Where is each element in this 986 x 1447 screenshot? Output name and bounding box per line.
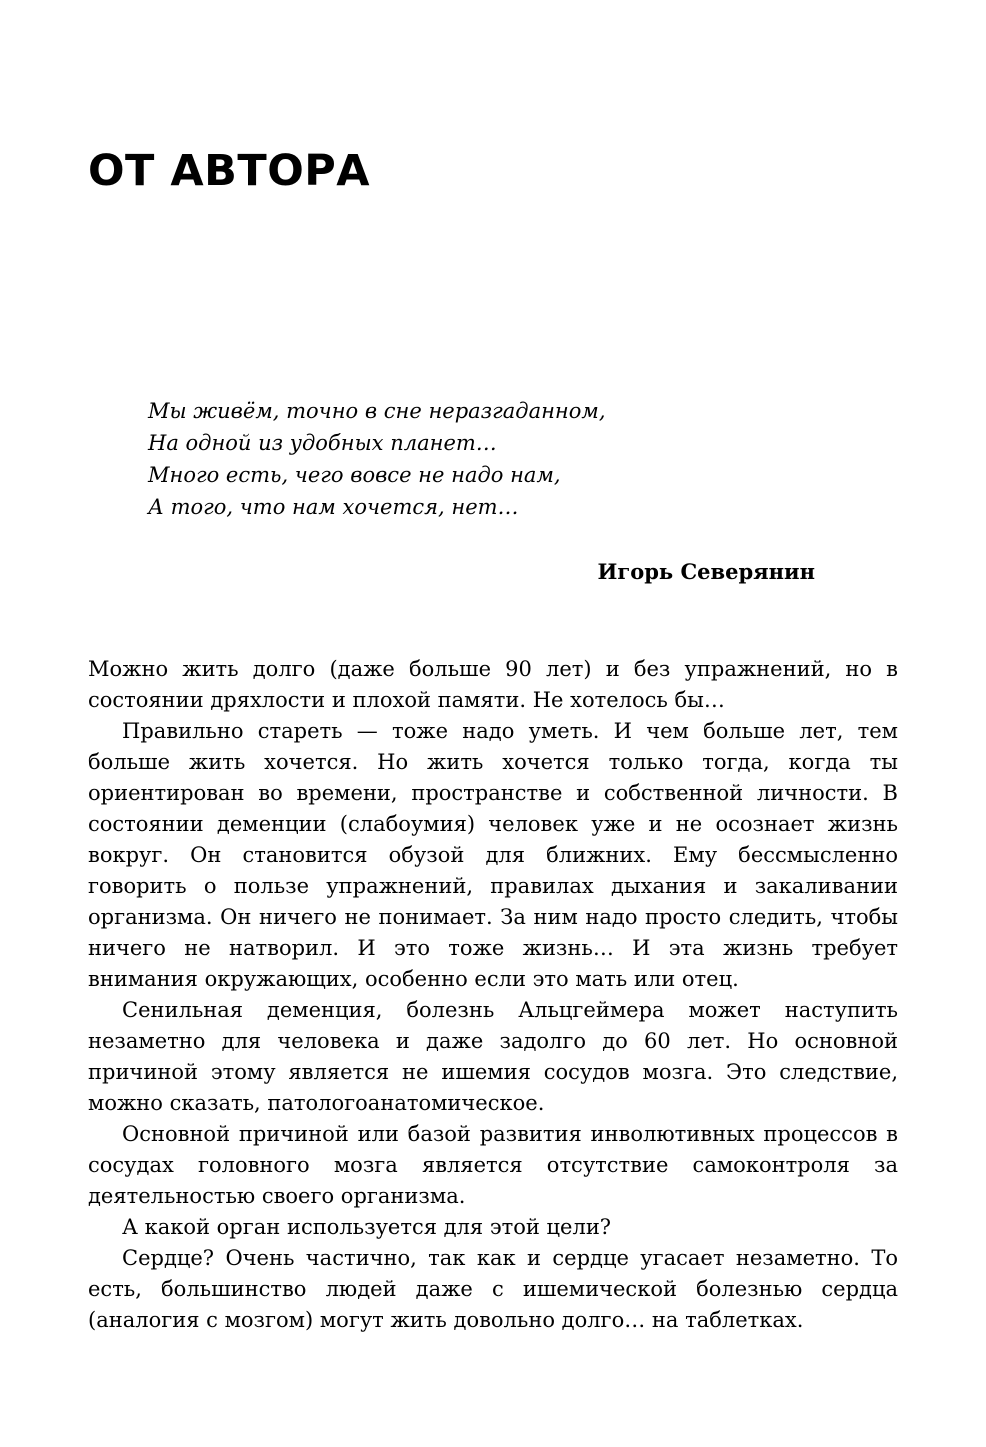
paragraph: А какой орган используется для этой цели? [122,1215,612,1240]
epigraph-line: Много есть, чего вовсе не надо нам, [148,463,561,488]
epigraph-line: На одной из удобных планет… [148,431,497,456]
epigraph [148,395,898,523]
epigraph-line: Мы живём, точно в сне неразгаданном, [148,399,606,424]
epigraph-attribution: Игорь Северянин [597,559,815,585]
chapter-title: ОТ АВТОРА [88,146,371,196]
epigraph-line: А того, что нам хочется, нет… [148,495,519,520]
body-text [88,654,898,1336]
paragraph: Можно жить долго (даже больше 90 лет) и без упражнений, но в состоянии дряхлости и плохой памяти. Не хотелось бы… [88,657,898,713]
paragraph: Сенильная деменция, болезнь Альцгеймера может наступить незаметно для человека и даже задолго до 60 лет. Но основной причиной этому является не ишемия сосудов мозга. Это следствие, можно сказать, патологоанатомическое. [88,998,898,1116]
paragraph: Правильно стареть — тоже надо уметь. И чем больше лет, тем больше жить хочется. Но жить хочется только тогда, когда ты ориентирован во времени, пространстве и собственной личности. В состоянии деменции (слабоумия) человек уже и не осознает жизнь вокруг. Он становится обузой для ближних. Ему бессмысленно говорить о пользе упражнений, правилах дыхания и закаливании организма. Он ничего не понимает. За ним надо просто следить, чтобы ничего не натворил. И это тоже жизнь… И эта жизнь требует внимания окружающих, особенно если это мать или отец. [88,719,898,992]
paragraph: Сердце? Очень частично, так как и сердце угасает незаметно. То есть, большинство людей даже с ишемической болезнью сердца (аналогия с мозгом) могут жить довольно долго… на таблетках. [88,1246,898,1333]
paragraph: Основной причиной или базой развития инволютивных процессов в сосудах головного мозга является отсутствие самоконтроля за деятельностью своего организма. [88,1122,898,1209]
